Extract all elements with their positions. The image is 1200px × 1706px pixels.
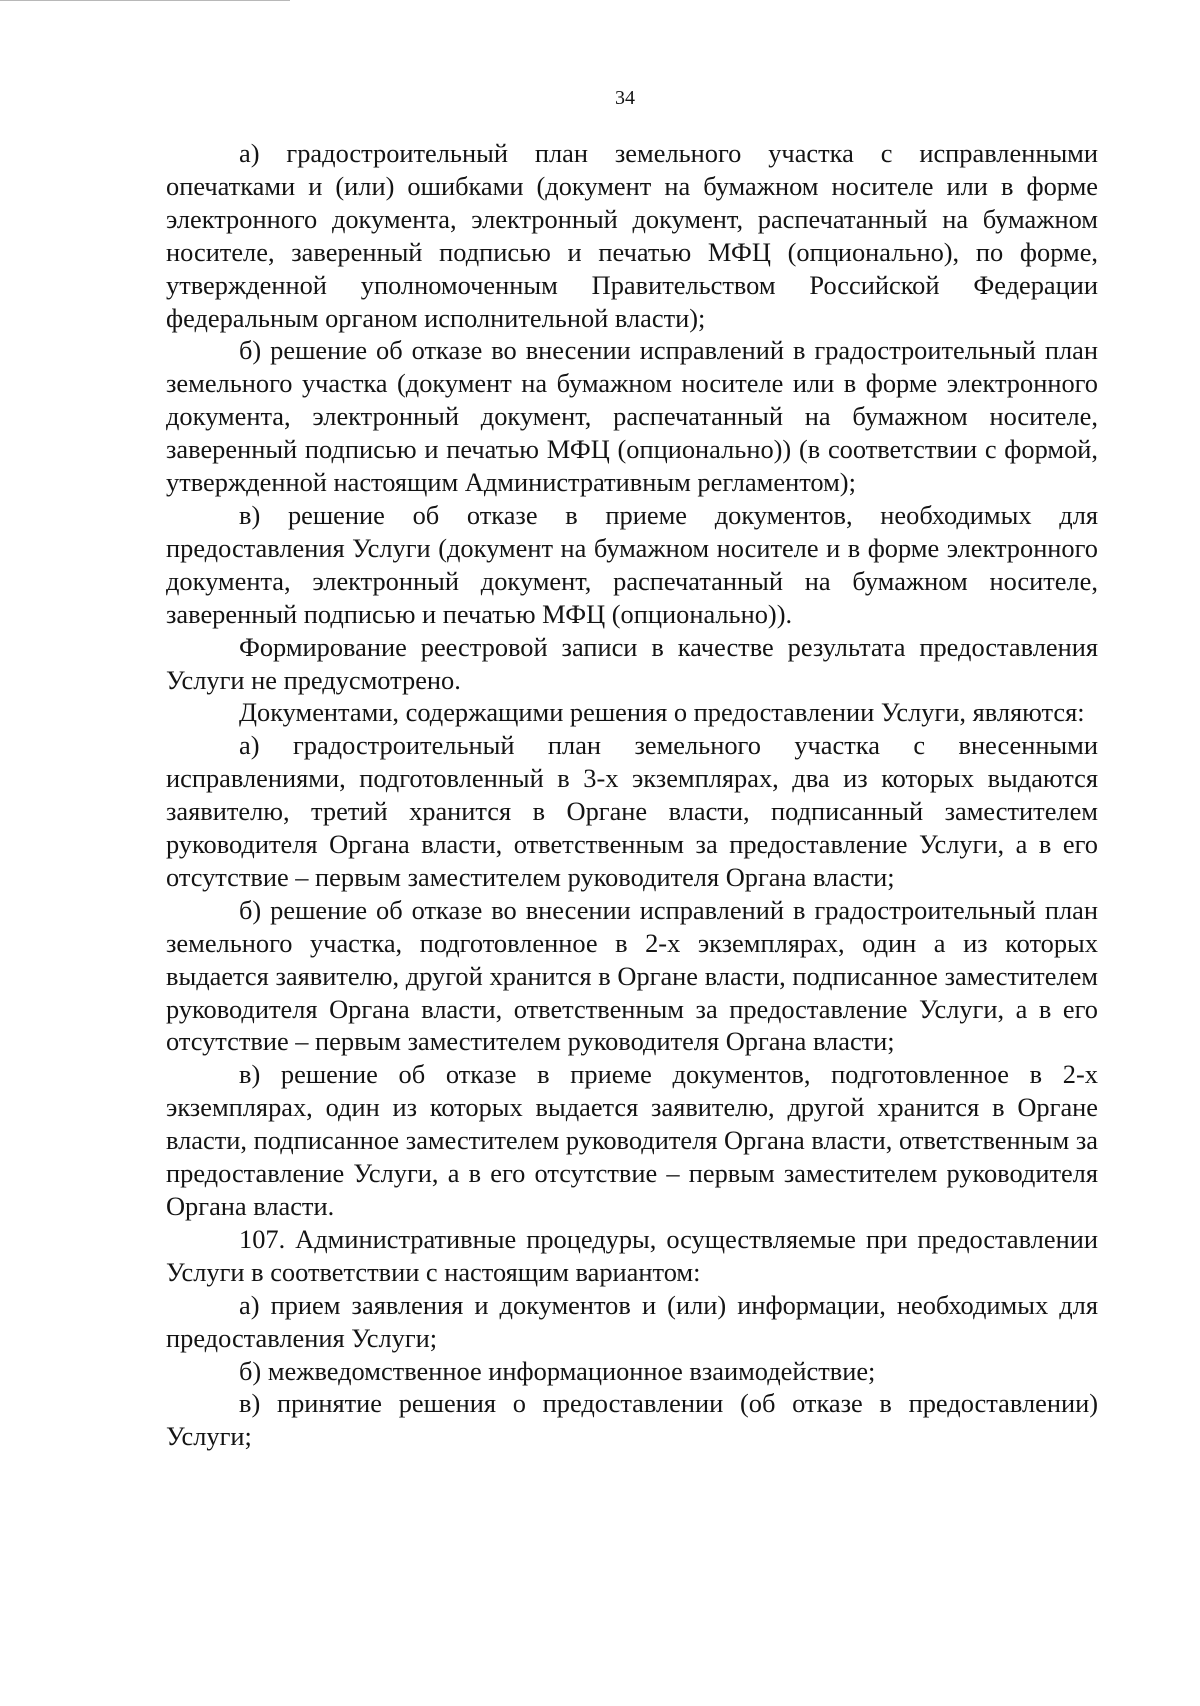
scan-edge-line <box>0 0 290 4</box>
paragraph-registry-record: Формирование реестровой записи в качестве результата предоставления Услуги не предусмотрено. <box>166 631 1098 695</box>
paragraph-decision-b: б) решение об отказе во внесении исправлений в градостроительный план земельного участка, подготовленное в 2-х экземплярах, один а из которых выдается заявителю, другой хранится в Органе власти, подписанное заместителем руководителя Органа власти, ответственным за предоставление Услуги, а в его отсутствие – первым заместителем руководителя Органа власти; <box>166 894 1098 1057</box>
paragraph-result-b: б) решение об отказе во внесении исправлений в градостроительный план земельного участка (документ на бумажном носителе или в форме электронного документа, электронный документ, распечатанный на бумажном носителе, заверенный подписью и печатью МФЦ (опционально)) (в соответствии с формой, утвержденной настоящим Административным регламентом); <box>166 335 1098 498</box>
paragraph-procedure-b: б) межведомственное информационное взаимодействие; <box>239 1355 876 1386</box>
page-number: 34 <box>615 87 635 109</box>
paragraph-decision-a: а) градостроительный план земельного участка с внесенными исправлениями, подготовленный в 3-х экземплярах, два из которых выдаются заявителю, третий хранится в Органе власти, подписанный заместителем руководителя Органа власти, ответственным за предоставление Услуги, а в его отсутствие – первым заместителем руководителя Органа власти; <box>166 730 1098 892</box>
paragraph-result-a: а) градостроительный план земельного участка с исправленными опечатками и (или) ошибками (документ на бумажном носителе или в форме электронного документа, электронный документ, распечатанный на бумажном носителе, заверенный подписью и печатью МФЦ (опционально), по форме, утвержденной уполномоченным Правительством Российской Федерации федеральным органом исполнительной власти); <box>166 138 1098 333</box>
paragraph-decision-c: в) решение об отказе в приеме документов, подготовленное в 2-х экземплярах, один из которых выдается заявителю, другой хранится в Органе власти, подписанное заместителем руководителя Органа власти, ответственным за предоставление Услуги, а в его отсутствие – первым заместителем руководителя Органа власти. <box>166 1059 1098 1221</box>
paragraph-result-c: в) решение об отказе в приеме документов, необходимых для предоставления Услуги (документ на бумажном носителе и в форме электронного документа, электронный документ, распечатанный на бумажном носителе, заверенный подписью и печатью МФЦ (опционально)). <box>166 499 1098 629</box>
paragraph-procedure-c: в) принятие решения о предоставлении (об отказе в предоставлении) Услуги; <box>166 1388 1098 1452</box>
document-body <box>166 137 1098 1453</box>
paragraph-procedure-a: а) прием заявления и документов и (или) информации, необходимых для предоставления Услуги; <box>166 1289 1098 1353</box>
paragraph-procedures-107: 107. Административные процедуры, осуществляемые при предоставлении Услуги в соответствии с настоящим вариантом: <box>166 1223 1098 1287</box>
paragraph-decision-documents: Документами, содержащими решения о предоставлении Услуги, являются: <box>239 697 1085 728</box>
